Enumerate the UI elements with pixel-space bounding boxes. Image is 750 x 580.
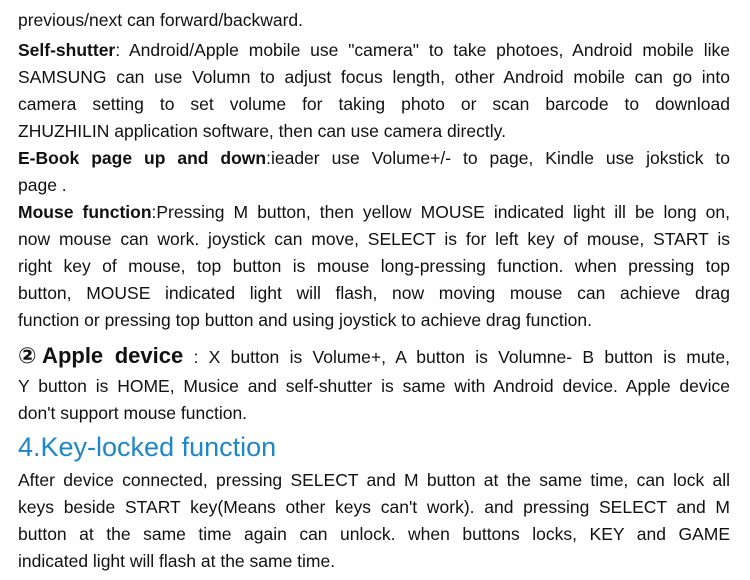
text-line: keys beside START key(Means other keys can't work). and pressing SELECT and M xyxy=(18,497,730,517)
text-line: right key of mouse, top button is mouse long-pressing function. when pressing top xyxy=(18,256,730,276)
self-shutter-text: : Android/Apple mobile use "camera" to take photoes, Android mobile like xyxy=(115,40,730,60)
self-shutter-paragraph-line xyxy=(18,40,730,62)
text-line: now mouse can work. joystick can move, SELECT is for left key of mouse, START is xyxy=(18,229,730,249)
ebook-text: :ieader use Volume+/- to page, Kindle use jokstick to xyxy=(266,148,730,168)
text-line: After device connected, pressing SELECT and M button at the same time, can lock all xyxy=(18,470,730,490)
text-line: page . xyxy=(18,175,67,195)
text-line: camera setting to set volume for taking photo or scan barcode to download xyxy=(18,94,730,114)
ebook-paragraph-line xyxy=(18,148,730,170)
mouse-function-text: :Pressing M button, then yellow MOUSE indicated light ill be long on, xyxy=(151,202,730,222)
text-line: button at the same time again can unlock. when buttons locks, KEY and GAME xyxy=(18,524,730,544)
self-shutter-label: Self-shutter xyxy=(18,40,116,60)
mouse-paragraph-line xyxy=(18,202,730,224)
text-line: button, MOUSE indicated light will flash, now moving mouse can achieve drag xyxy=(18,283,730,303)
text-line: don't support mouse function. xyxy=(18,403,248,423)
text-line: ZHUZHILIN application software, then can use camera directly. xyxy=(18,121,506,141)
text-line: indicated light will flash at the same time. xyxy=(18,551,336,571)
text-line: SAMSUNG can use Volumn to adjust focus length, other Android mobile can go into xyxy=(18,67,730,87)
text-line: previous/next can forward/backward. xyxy=(18,10,303,30)
apple-paragraph-line xyxy=(18,344,730,370)
text-line: function or pressing top button and using joystick to achieve drag function. xyxy=(18,310,592,330)
ebook-label: E-Book page up and down xyxy=(18,148,267,168)
text-line: Y button is HOME, Musice and self-shutter is same with Android device. Apple device xyxy=(18,376,730,396)
mouse-function-label: Mouse function xyxy=(18,202,152,222)
apple-device-text: : X button is Volume+, A button is Volumne- B button is mute, xyxy=(183,347,731,367)
section-heading: 4.Key-locked function xyxy=(18,432,277,462)
apple-device-label: ②Apple device xyxy=(18,343,184,368)
